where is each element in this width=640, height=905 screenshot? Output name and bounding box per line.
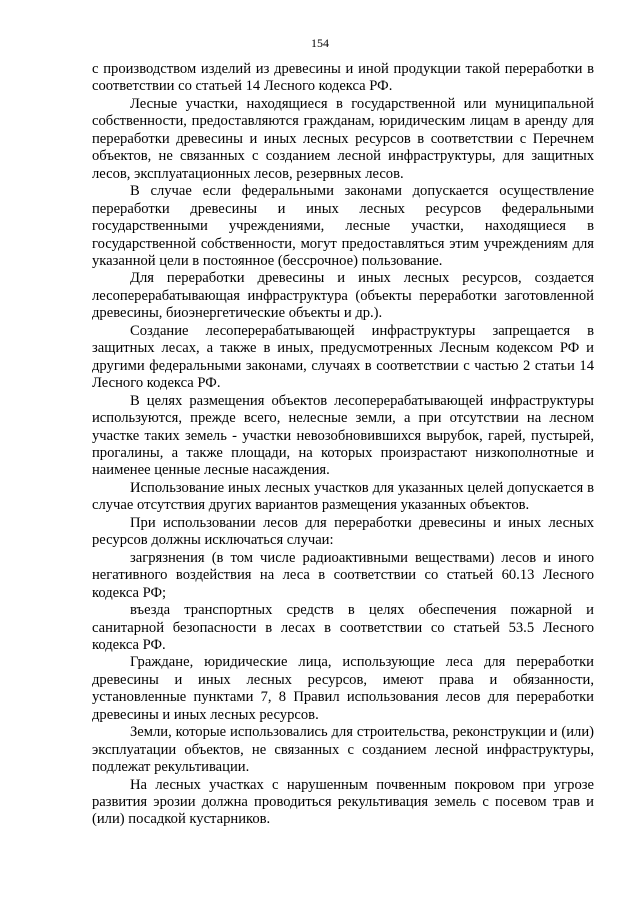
paragraph: В случае если федеральными законами допускается осуществление переработки древесины и иных лесных ресурсов федеральными государственными учреждениями, лесные участки, находящиеся в государственной собственности, могут предоставляться этим учреждениям для указанной цели в постоянное (бессрочное) пользование.	[92, 183, 594, 269]
paragraph: Для переработки древесины и иных лесных ресурсов, создается лесоперерабатывающая инфраструктура (объекты переработки заготовленной древесины, биоэнергетические объекты и др.).	[92, 270, 594, 322]
page-number: 154	[311, 36, 329, 50]
paragraph: Граждане, юридические лица, использующие леса для переработки древесины и иных лесных ресурсов, имеют права и обязанности, установленные пунктами 7, 8 Правил использования лесов для переработки древесины и иных лесных ресурсов.	[92, 654, 594, 723]
page-body	[92, 61, 594, 829]
paragraph: Земли, которые использовались для строительства, реконструкции и (или) эксплуатации объектов, не связанных с созданием лесной инфраструктуры, подлежат рекультивации.	[92, 724, 594, 776]
paragraph: Лесные участки, находящиеся в государственной или муниципальной собственности, предоставляются гражданам, юридическим лицам в аренду для переработки древесины и иных лесных ресурсов в соответствии с Перечнем объектов, не связанных с созданием лесной инфраструктуры, для защитных лесов, эксплуатационных лесов, резервных лесов.	[92, 95, 594, 182]
paragraph: В целях размещения объектов лесоперерабатывающей инфраструктуры используются, прежде всего, нелесные земли, а при отсутствии на лесном участке таких земель - участки невозобновившихся вырубок, гарей, пустырей, прогалины, а также площади, на которых произрастают низкополнотные и наименее ценные лесные насаждения.	[92, 392, 594, 479]
paragraph: с производством изделий из древесины и иной продукции такой переработки в соответствии со статьей 14 Лесного кодекса РФ.	[92, 61, 594, 95]
paragraph: Создание лесоперерабатывающей инфраструктуры запрещается в защитных лесах, а также в иных, предусмотренных Лесным кодексом РФ и другими федеральными законами, случаях в соответствии с частью 2 статьи 14 Лесного кодекса РФ.	[92, 322, 594, 392]
paragraph: На лесных участках с нарушенным почвенным покровом при угрозе развития эрозии должна проводиться рекультивация земель с посевом трав и (или) посадкой кустарников.	[92, 776, 594, 828]
paragraph: загрязнения (в том числе радиоактивными веществами) лесов и иного негативного воздействия на леса в соответствии со статьей 60.13 Лесного кодекса РФ;	[92, 549, 594, 601]
paragraph: При использовании лесов для переработки древесины и иных лесных ресурсов должны исключаться случаи:	[92, 514, 594, 549]
paragraph: Использование иных лесных участков для указанных целей допускается в случае отсутствия других вариантов размещения указанных объектов.	[92, 479, 594, 514]
paragraph: въезда транспортных средств в целях обеспечения пожарной и санитарной безопасности в лесах в соответствии со статьей 53.5 Лесного кодекса РФ.	[92, 602, 594, 653]
